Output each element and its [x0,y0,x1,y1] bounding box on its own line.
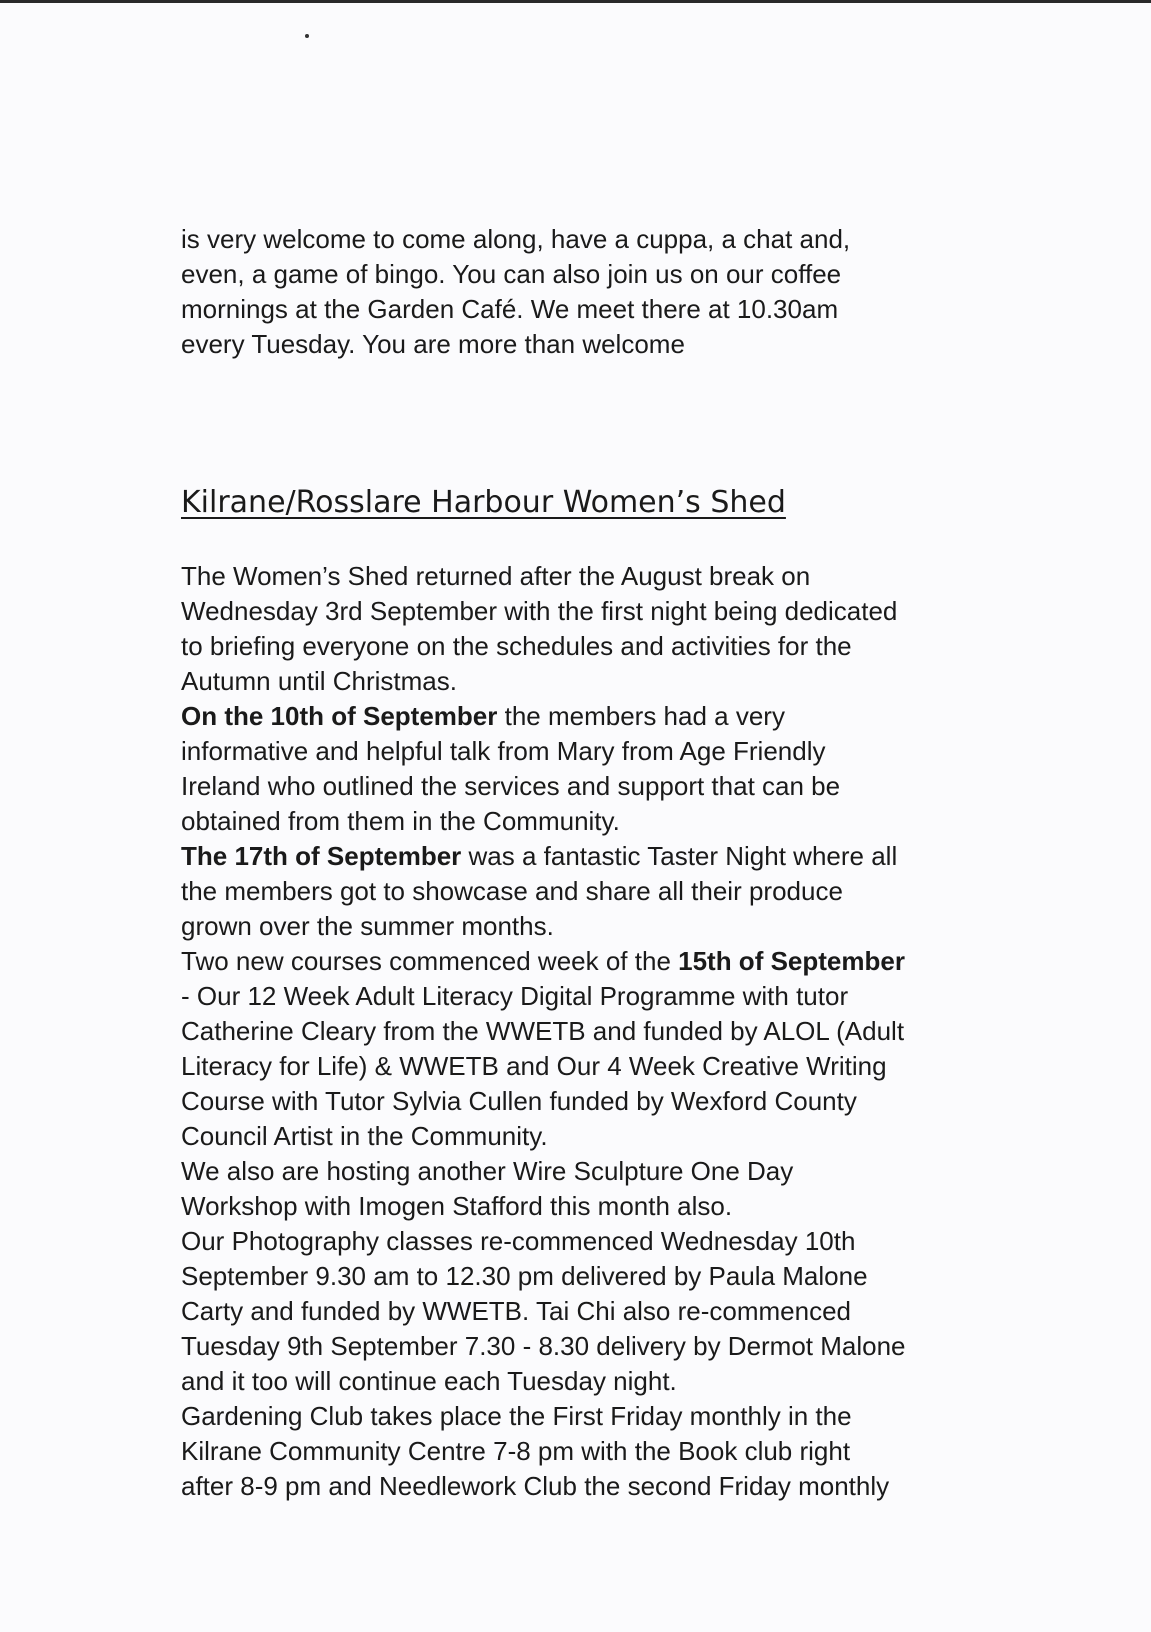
intro-line: mornings at the Garden Café. We meet there at 10.30am [181,294,839,324]
body-line [181,699,1111,734]
intro-line: even, a game of bingo. You can also join us on our coffee [181,259,842,289]
body-line: Our Photography classes re-commenced Wednesday 10th [181,1226,856,1256]
body-line [181,944,1111,979]
bold-date: On the 10th of September [181,701,498,731]
body-text-span: was a fantastic Taster Night where all [461,841,898,871]
body-line: Catherine Cleary from the WWETB and funded by ALOL (Adult [181,1016,905,1046]
body-line: Carty and funded by WWETB. Tai Chi also re-commenced [181,1296,852,1326]
body-line: Course with Tutor Sylvia Cullen funded by Wexford County [181,1086,857,1116]
scan-speck [305,34,309,38]
body-line: informative and helpful talk from Mary from Age Friendly [181,736,826,766]
body-line: Wednesday 3rd September with the first night being dedicated [181,596,898,626]
body-line: the members got to showcase and share all their produce [181,876,843,906]
body-line: Tuesday 9th September 7.30 - 8.30 delivery by Dermot Malone [181,1331,906,1361]
body-line: to briefing everyone on the schedules and activities for the [181,631,852,661]
intro-line: is very welcome to come along, have a cuppa, a chat and, [181,224,851,254]
body-line: - Our 12 Week Adult Literacy Digital Programme with tutor [181,981,849,1011]
intro-paragraph [181,222,1081,362]
body-line: September 9.30 am to 12.30 pm delivered by Paula Malone [181,1261,868,1291]
intro-line: every Tuesday. You are more than welcome [181,329,685,359]
body-line: The Women’s Shed returned after the August break on [181,561,811,591]
body-line: Ireland who outlined the services and support that can be [181,771,841,801]
body-line: We also are hosting another Wire Sculpture One Day [181,1156,794,1186]
body-line: Kilrane Community Centre 7-8 pm with the Book club right [181,1436,851,1466]
body-line: Autumn until Christmas. [181,666,457,696]
section-title: Kilrane/Rosslare Harbour Women’s Shed [181,485,786,520]
body-text-span: Two new courses commenced week of the [181,946,679,976]
body-line: after 8-9 pm and Needlework Club the second Friday monthly [181,1471,890,1501]
body-line: grown over the summer months. [181,911,554,941]
body-line [181,839,1111,874]
body-line: Gardening Club takes place the First Friday monthly in the [181,1401,852,1431]
body-text-span: the members had a very [497,701,785,731]
scan-top-edge [0,0,1151,3]
bold-date: 15th of September [678,946,905,976]
body-line: Workshop with Imogen Stafford this month also. [181,1191,733,1221]
body-line: obtained from them in the Community. [181,806,620,836]
bold-date: The 17th of September [181,841,462,871]
body-line: and it too will continue each Tuesday night. [181,1366,677,1396]
body-line: Literacy for Life) & WWETB and Our 4 Week Creative Writing [181,1051,887,1081]
section-body [181,559,1111,1504]
body-line: Council Artist in the Community. [181,1121,548,1151]
